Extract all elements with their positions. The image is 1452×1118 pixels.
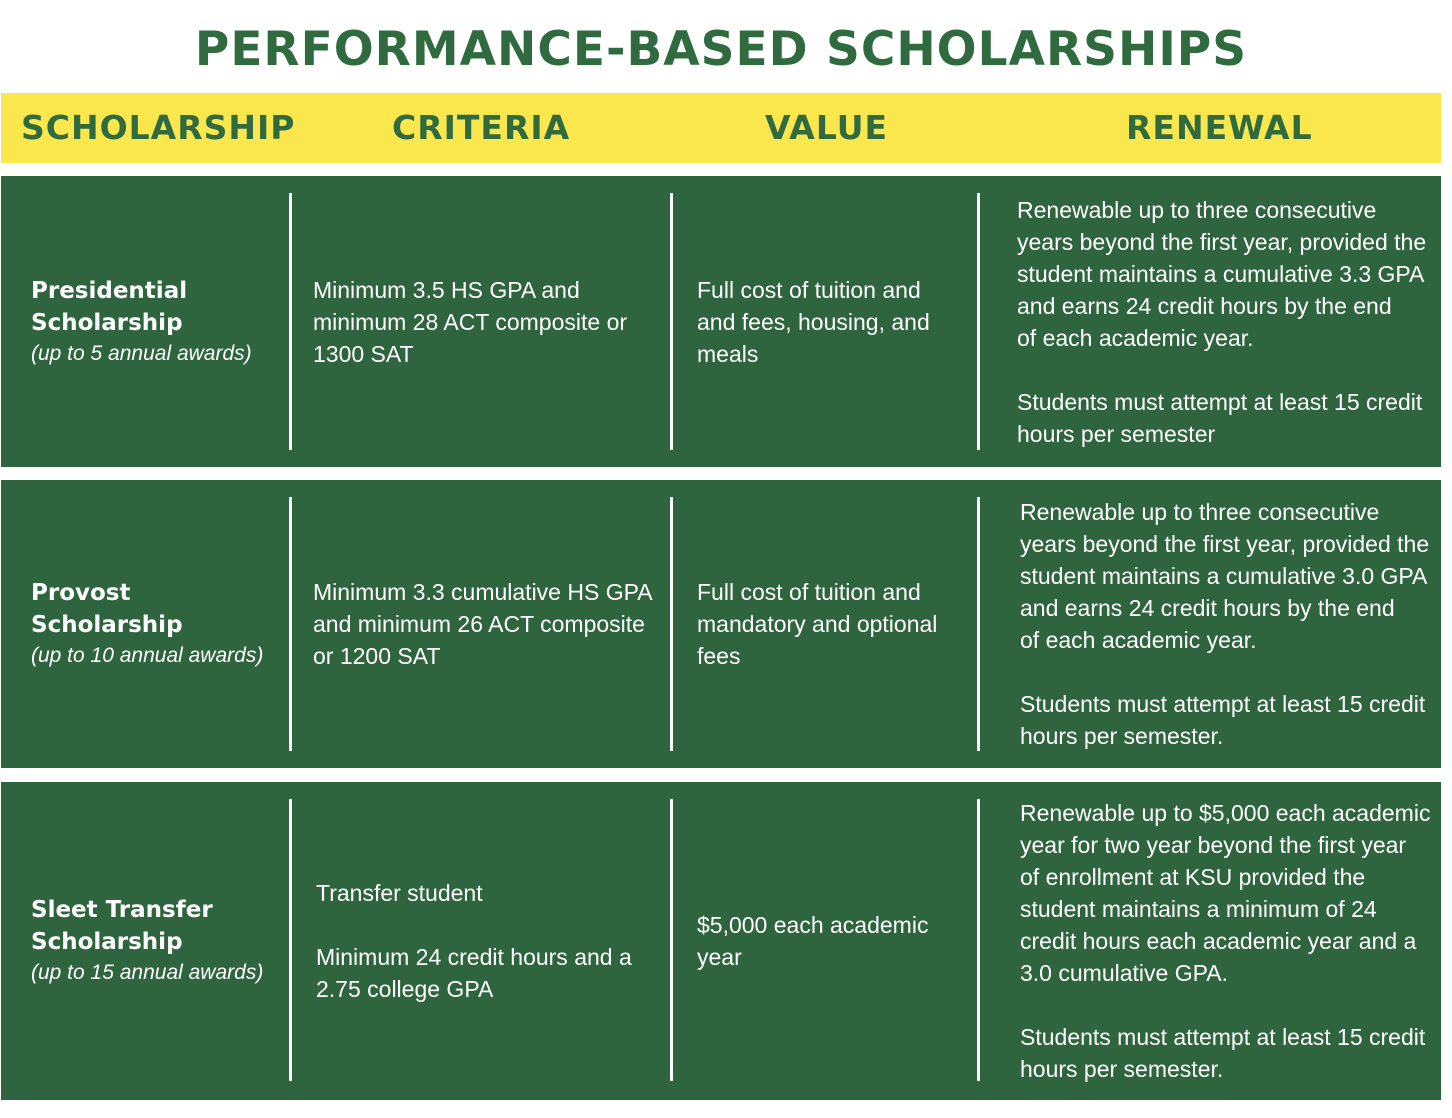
criteria-line: Minimum 24 credit hours and a (316, 944, 632, 970)
criteria-line: or 1200 SAT (313, 643, 441, 669)
criteria-line: Transfer student (316, 880, 483, 906)
renewal-cell (1020, 782, 1438, 1100)
column-divider (977, 497, 980, 751)
scholarship-cell (31, 176, 286, 467)
column-divider (977, 193, 980, 450)
renewal-note-line: hours per semester. (1020, 723, 1224, 749)
criteria-line: and minimum 26 ACT composite (313, 611, 645, 637)
value-line: meals (697, 340, 759, 367)
value-cell (697, 480, 972, 768)
value-line: Full cost of tuition and (697, 276, 921, 303)
criteria-cell (313, 480, 668, 768)
header-scholarship: SCHOLARSHIP (21, 108, 296, 147)
scholarship-name: Presidential (31, 277, 188, 304)
value-cell (697, 176, 972, 467)
table-header (1, 93, 1441, 163)
column-divider (289, 193, 292, 450)
column-divider (670, 193, 673, 450)
renewal-note-line: Students must attempt at least 15 credit (1020, 1024, 1426, 1050)
renewal-note-line: hours per semester (1017, 420, 1216, 447)
header-criteria: CRITERIA (392, 108, 571, 147)
value-line: Full cost of tuition and (697, 579, 921, 605)
renewal-line: Renewable up to three consecutive (1020, 499, 1380, 525)
renewal-line: years beyond the first year, provided the (1017, 228, 1427, 255)
renewal-line: student maintains a minimum of 24 (1020, 896, 1377, 922)
renewal-line: student maintains a cumulative 3.0 GPA (1020, 563, 1428, 589)
header-renewal: RENEWAL (1126, 108, 1313, 147)
criteria-line: Minimum 3.5 HS GPA and (313, 276, 580, 303)
renewal-line: 3.0 cumulative GPA. (1020, 960, 1228, 986)
renewal-note-line: hours per semester. (1020, 1056, 1224, 1082)
criteria-line: Minimum 3.3 cumulative HS GPA (313, 579, 653, 605)
renewal-line: and earns 24 credit hours by the end (1020, 595, 1395, 621)
page-title: PERFORMANCE-BASED SCHOLARSHIPS (194, 22, 1248, 77)
value-line: and fees, housing, and (697, 308, 930, 335)
value-line: fees (697, 643, 741, 669)
criteria-cell (316, 782, 666, 1100)
scholarship-name: Sleet Transfer (31, 897, 213, 923)
renewal-line: student maintains a cumulative 3.3 GPA (1017, 260, 1425, 287)
criteria-line: 1300 SAT (313, 340, 414, 367)
criteria-cell (313, 176, 663, 467)
table-row (1, 782, 1441, 1100)
awards-note: (up to 15 annual awards) (31, 961, 264, 984)
awards-note: (up to 5 annual awards) (31, 341, 252, 365)
column-divider (977, 799, 980, 1081)
scholarship-cell (31, 480, 286, 768)
value-line: mandatory and optional (697, 611, 938, 637)
scholarship-name: Scholarship (31, 929, 183, 955)
value-cell (697, 782, 972, 1100)
table-row (1, 480, 1441, 768)
column-divider (289, 497, 292, 751)
awards-note: (up to 10 annual awards) (31, 644, 264, 667)
scholarship-cell (31, 782, 286, 1100)
renewal-cell (1020, 480, 1438, 768)
renewal-line: of each academic year. (1020, 627, 1257, 653)
column-divider (289, 799, 292, 1081)
renewal-line: Renewable up to three consecutive (1017, 196, 1377, 223)
value-line: $5,000 each academic (697, 912, 929, 938)
renewal-note-line: Students must attempt at least 15 credit (1020, 691, 1426, 717)
scholarship-name: Scholarship (31, 309, 183, 336)
renewal-line: Renewable up to $5,000 each academic (1020, 800, 1431, 826)
value-line: year (697, 944, 742, 970)
criteria-line: minimum 28 ACT composite or (313, 308, 628, 335)
renewal-line: years beyond the first year, provided the (1020, 531, 1430, 557)
renewal-cell (1017, 176, 1437, 467)
table-row (1, 176, 1441, 467)
renewal-line: of each academic year. (1017, 324, 1254, 351)
renewal-line: credit hours each academic year and a (1020, 928, 1417, 954)
renewal-line: and earns 24 credit hours by the end (1017, 292, 1392, 319)
criteria-line: 2.75 college GPA (316, 976, 494, 1002)
column-divider (670, 799, 673, 1081)
header-value: VALUE (765, 108, 889, 147)
scholarship-name: Provost (31, 580, 131, 606)
renewal-line: of enrollment at KSU provided the (1020, 864, 1366, 890)
renewal-note-line: Students must attempt at least 15 credit (1017, 388, 1423, 415)
scholarship-name: Scholarship (31, 612, 183, 638)
column-divider (670, 497, 673, 751)
renewal-line: year for two year beyond the first year (1020, 832, 1407, 858)
